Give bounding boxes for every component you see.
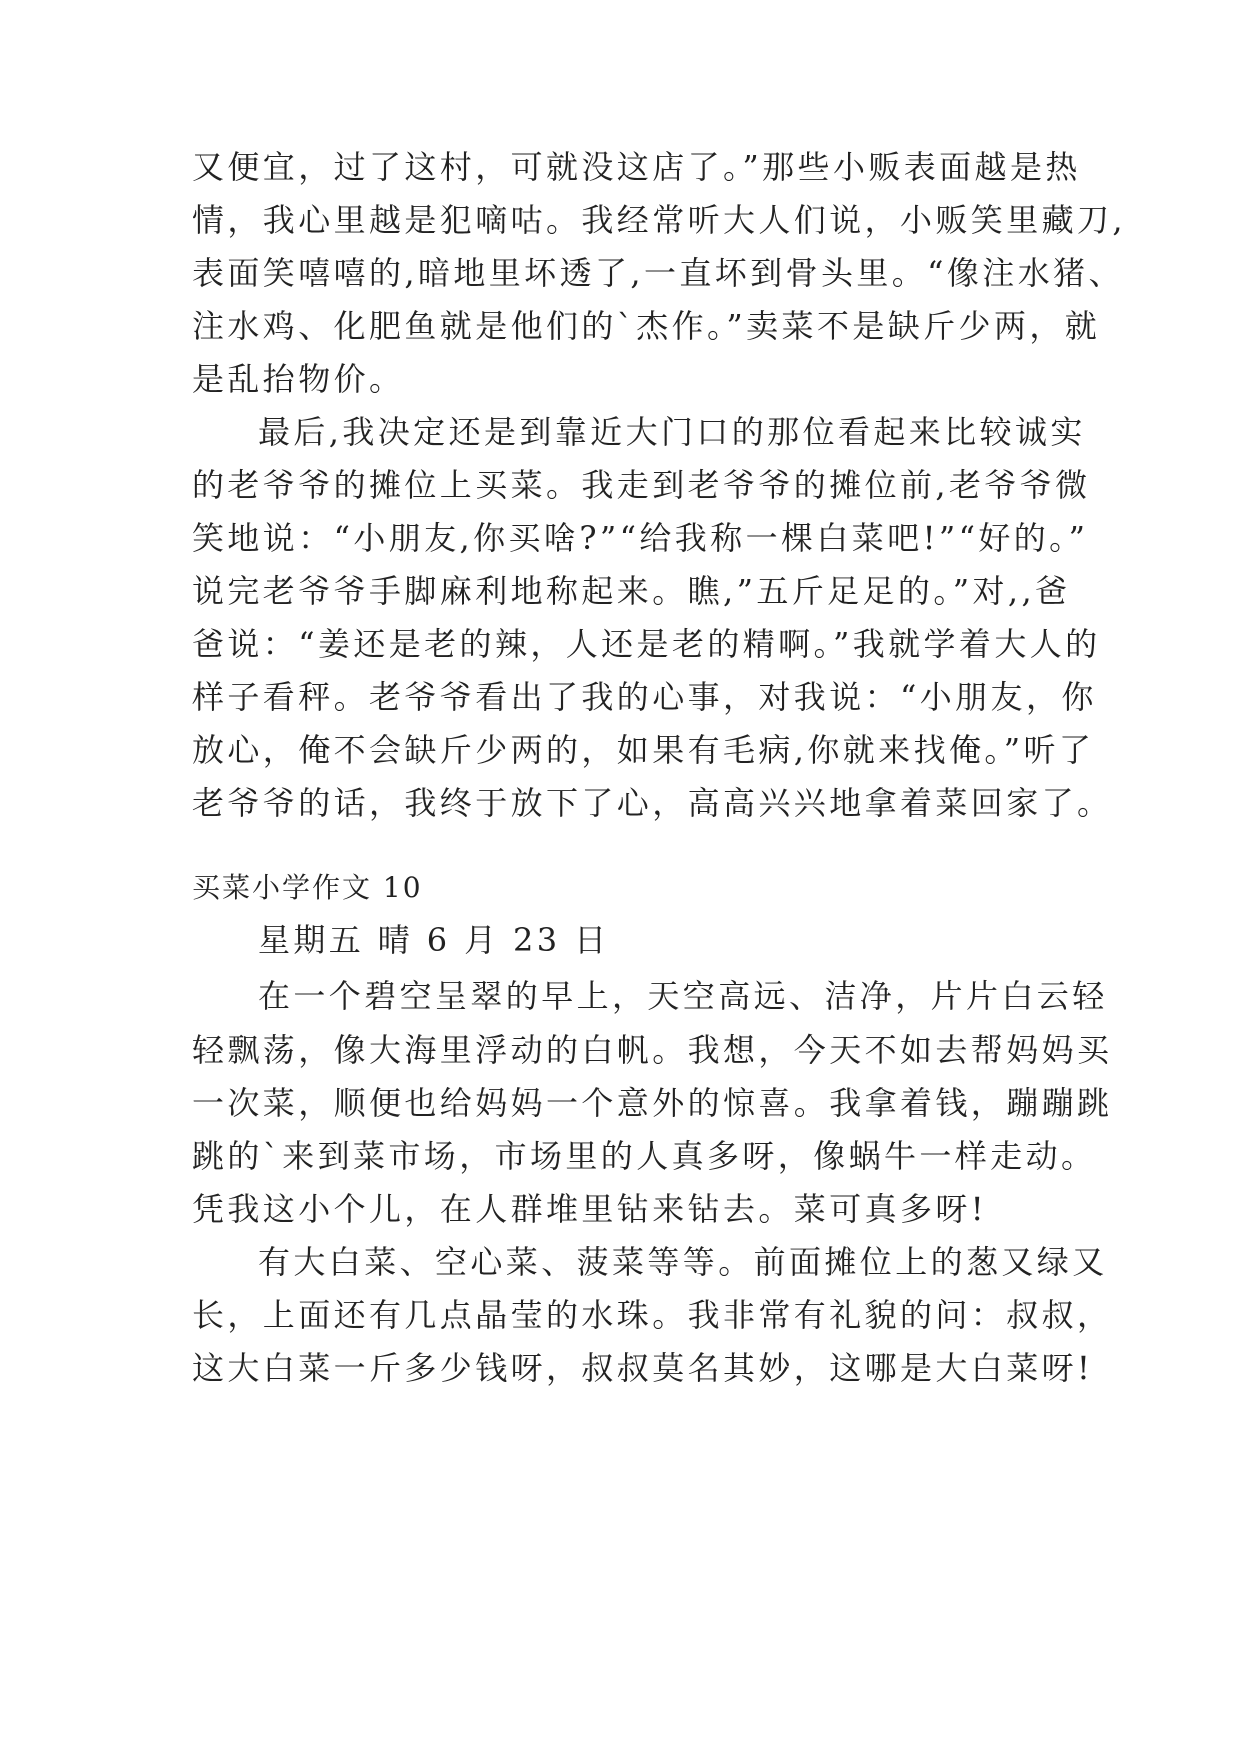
paragraph-line: 在一个碧空呈翠的早上，天空高远、洁净，片片白云轻: [258, 977, 1108, 1015]
paragraph-line: 老爷爷的话，我终于放下了心，高高兴兴地拿着菜回家了。: [192, 784, 1113, 822]
paragraph-line: 凭我这小个儿，在人群堆里钻来钻去。菜可真多呀!: [192, 1190, 988, 1228]
paragraph-line: 这大白菜一斤多少钱呀，叔叔莫名其妙，这哪是大白菜呀!: [192, 1349, 1094, 1387]
paragraph-line: 长，上面还有几点晶莹的水珠。我非常有礼貌的问：叔叔，: [192, 1296, 1113, 1334]
paragraph-line: 的老爷爷的摊位上买菜。我走到老爷爷的摊位前,老爷爷微: [192, 466, 1091, 504]
paragraph-line: 放心，俺不会缺斤少两的，如果有毛病,你就来找俺。”听了: [192, 731, 1095, 769]
paragraph-line: 是乱抬物价。: [192, 360, 405, 398]
paragraph-line: 一次菜，顺便也给妈妈一个意外的惊喜。我拿着钱，蹦蹦跳: [192, 1084, 1113, 1122]
paragraph-line: 样子看秤。老爷爷看出了我的心事，对我说：“小朋友，你: [192, 678, 1097, 716]
section-title: 买菜小学作文 10: [192, 871, 423, 904]
paragraph-line: 表面笑嘻嘻的,暗地里坏透了,一直坏到骨头里。“像注水猪、: [192, 254, 1124, 292]
paragraph-line: 轻飘荡，像大海里浮动的白帆。我想，今天不如去帮妈妈买: [192, 1031, 1113, 1069]
paragraph-line: 笑地说：“小朋友,你买啥?”“给我称一棵白菜吧!”“好的。”: [192, 519, 1089, 557]
paragraph-line: 有大白菜、空心菜、菠菜等等。前面摊位上的葱又绿又: [258, 1243, 1108, 1281]
paragraph-line: 情，我心里越是犯嘀咕。我经常听大人们说，小贩笑里藏刀,: [192, 201, 1126, 239]
paragraph-line: 又便宜，过了这村，可就没这店了。”那些小贩表面越是热: [192, 148, 1081, 186]
paragraph-line: 爸说：“姜还是老的辣，人还是老的精啊。”我就学着大人的: [192, 625, 1101, 663]
paragraph-line: 跳的`来到菜市场，市场里的人真多呀，像蜗牛一样走动。: [192, 1137, 1097, 1175]
paragraph-line: 注水鸡、化肥鱼就是他们的`杰作。”卖菜不是缺斤少两，就: [192, 307, 1101, 345]
paragraph-line: 说完老爷爷手脚麻利地称起来。瞧,”五斤足足的。”对,,爸: [192, 572, 1071, 610]
date-line: 星期五 晴 6 月 23 日: [258, 921, 610, 959]
paragraph-line: 最后,我决定还是到靠近大门口的那位看起来比较诚实: [258, 413, 1086, 451]
